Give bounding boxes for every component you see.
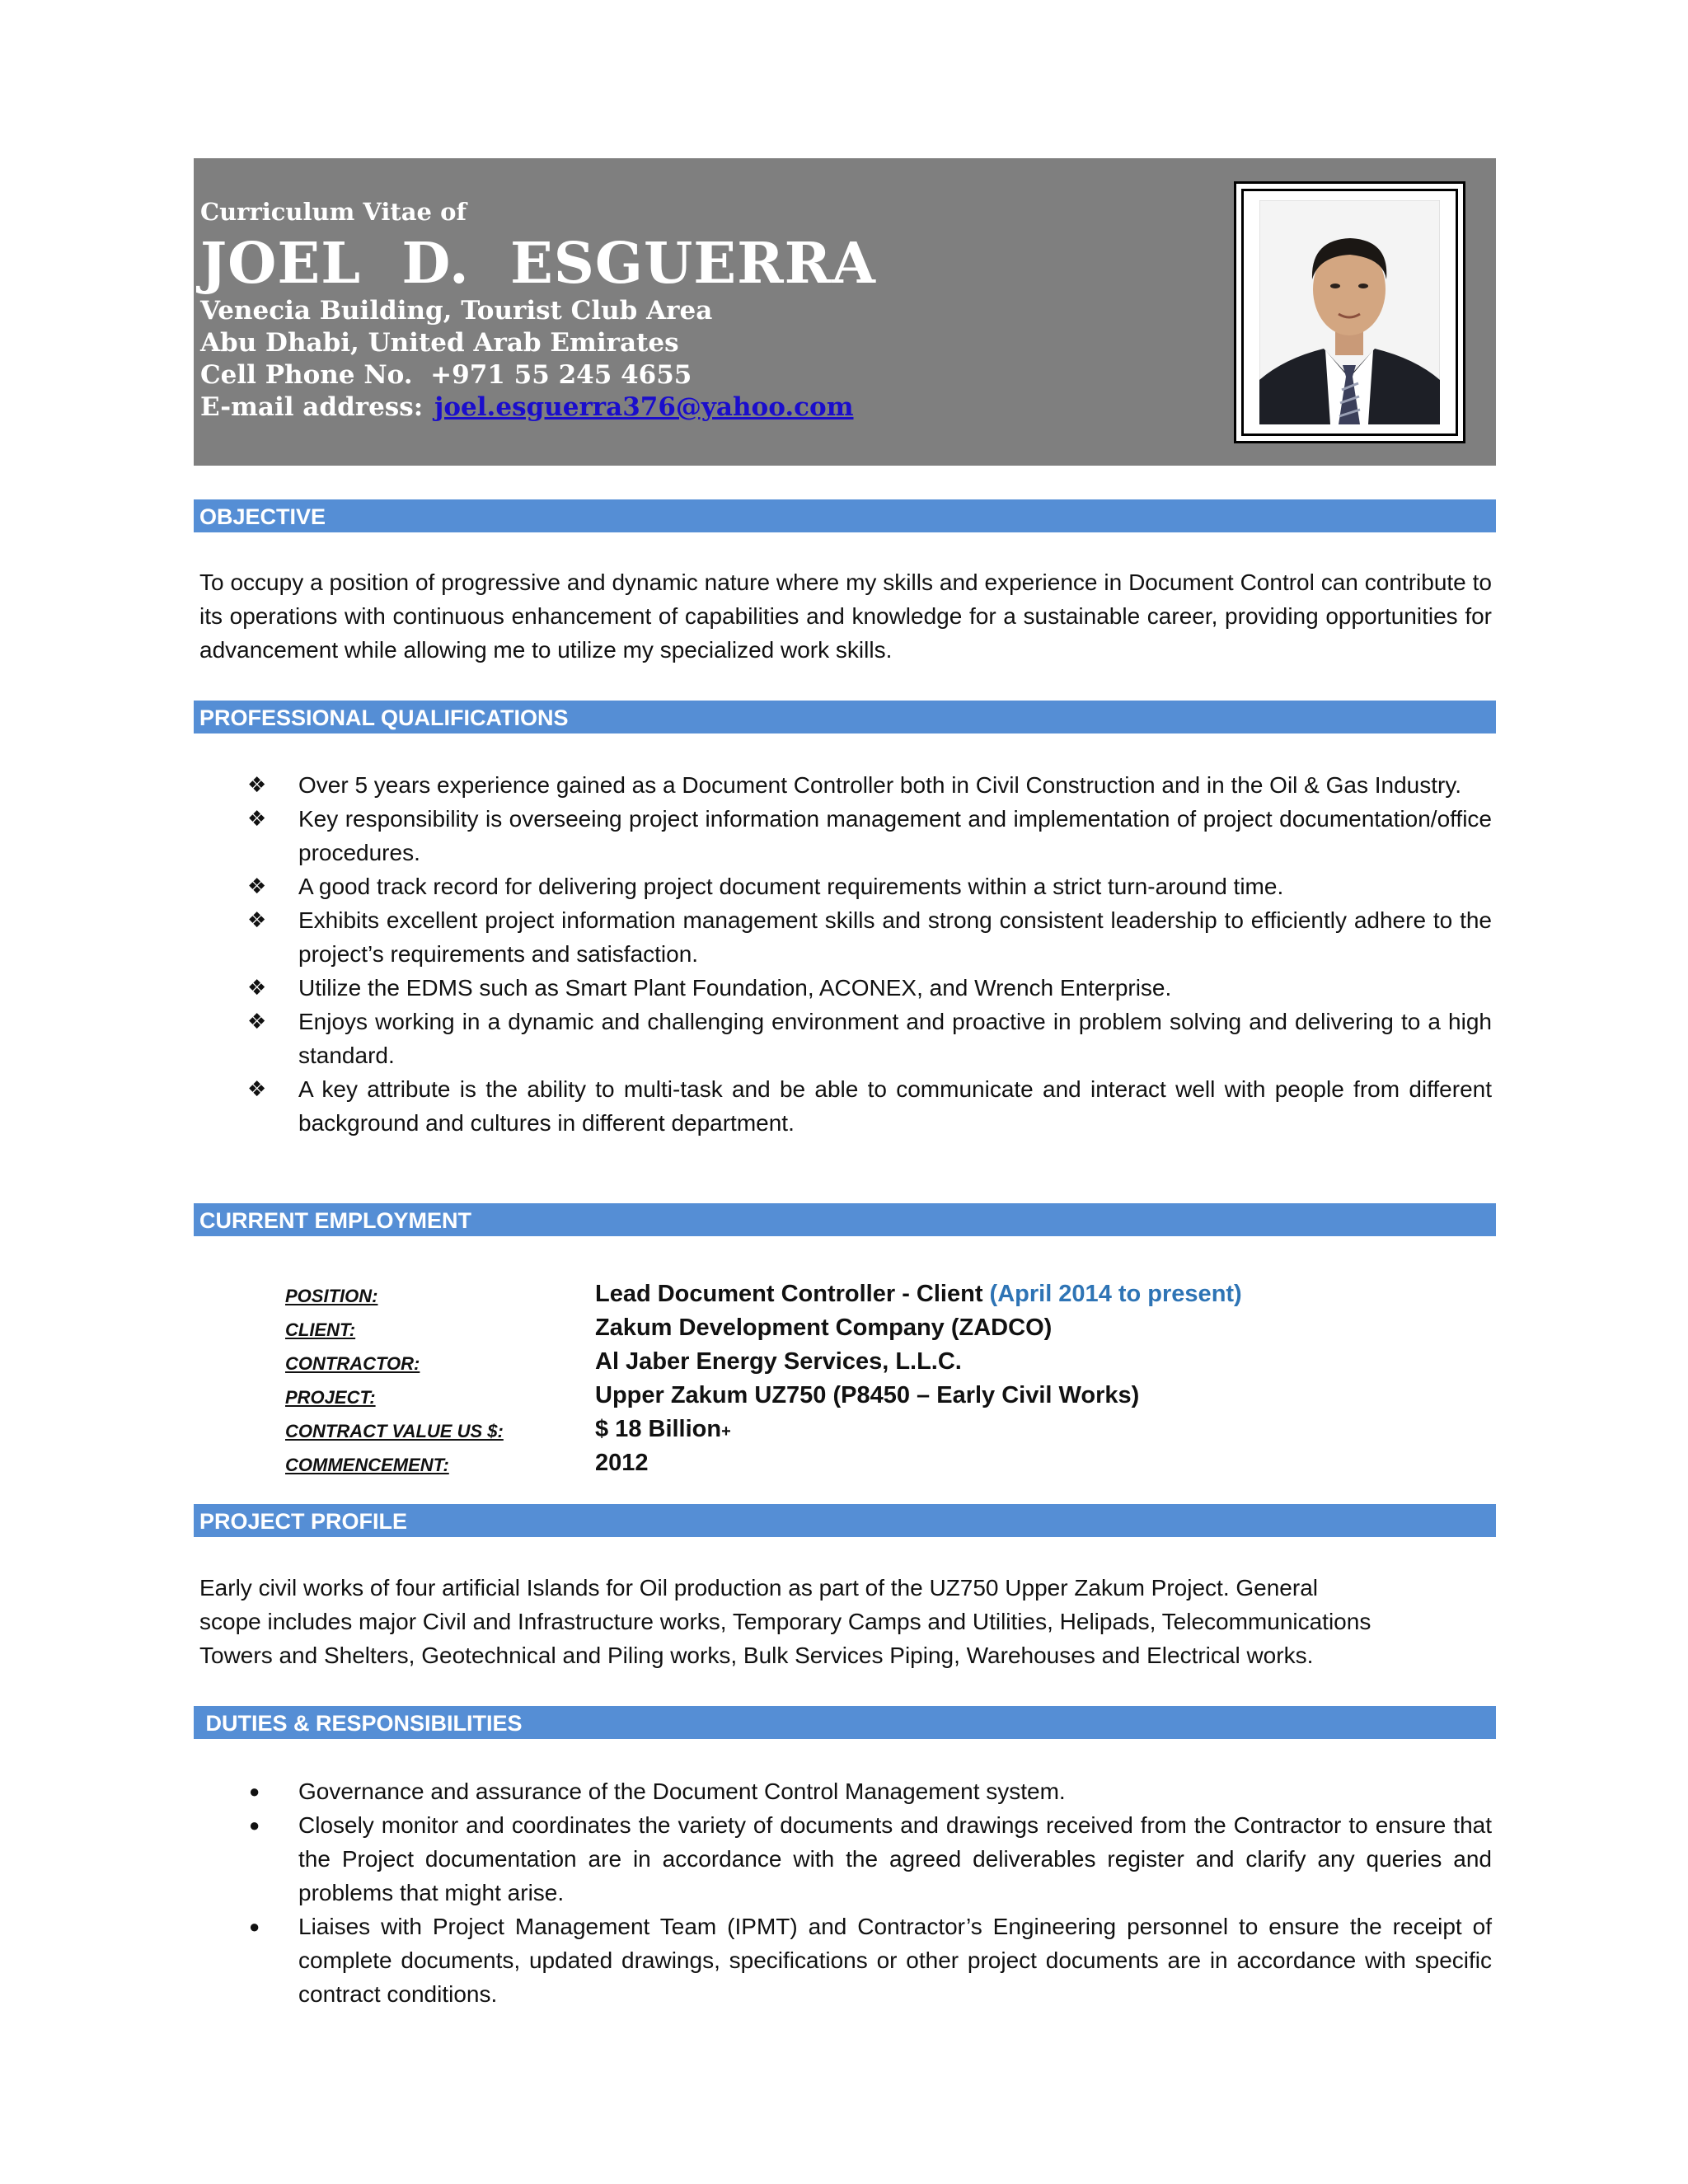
diamond-bullet-icon: ❖ [247, 1076, 267, 1101]
employment-heading: CURRENT EMPLOYMENT [194, 1203, 1496, 1236]
position-label: POSITION: [285, 1286, 378, 1306]
objective-heading: OBJECTIVE [194, 499, 1496, 532]
position-value: Lead Document Controller - Client (April 2014 to present) [595, 1281, 1242, 1307]
list-item: ❖ Enjoys working in a dynamic and challenging environment and proactive in problem solving and delivering to a high standard. [247, 1005, 1492, 1072]
contractor-value: Al Jaber Energy Services, L.L.C. [595, 1348, 962, 1375]
cv-header [194, 158, 1496, 466]
list-item: ❖ A key attribute is the ability to multi-task and be able to communicate and interact well with people from different background and cultures in different department. [247, 1072, 1492, 1140]
diamond-bullet-icon: ❖ [247, 772, 267, 797]
list-item: ● Governance and assurance of the Document Control Management system. [247, 1774, 1492, 1808]
list-item: ● Closely monitor and coordinates the variety of documents and drawings received from the Contractor to ensure that the Project documentation are in accordance with the agreed deliverables register and clarify any queries and problems that might arise. [247, 1808, 1492, 1910]
project-profile-line: scope includes major Civil and Infrastructure works, Temporary Camps and Utilities, Helipads, Telecommunications [199, 1609, 1372, 1634]
dot-bullet-icon: ● [249, 1781, 260, 1802]
profile-photo-icon [1259, 200, 1440, 424]
project-profile-heading: PROJECT PROFILE [194, 1504, 1496, 1537]
phone-line: Cell Phone No. +971 55 245 4655 [200, 360, 692, 390]
contract-value-suffix: + [721, 1422, 731, 1441]
contractor-label: CONTRACTOR: [285, 1353, 420, 1374]
project-profile-line: Early civil works of four artificial Islands for Oil production as part of the UZ750 Upper Zakum Project. General [199, 1575, 1318, 1601]
contract-value: $ 18 Billion+ [595, 1416, 731, 1442]
qualifications-heading: PROFESSIONAL QUALIFICATIONS [194, 701, 1496, 733]
email-line [200, 391, 876, 424]
candidate-name: JOEL D. ESGUERRA [200, 231, 876, 297]
diamond-bullet-icon: ❖ [247, 907, 267, 932]
diamond-bullet-icon: ❖ [247, 874, 267, 898]
project-profile-text [199, 1571, 1492, 1672]
duties-heading: DUTIES & RESPONSIBILITIES [194, 1706, 1496, 1739]
list-item: ❖ A good track record for delivering project document requirements within a strict turn-around time. [247, 869, 1492, 903]
address-line-2: Abu Dhabi, United Arab Emirates [200, 328, 679, 358]
client-label: CLIENT: [285, 1319, 356, 1340]
list-item: ❖ Key responsibility is overseeing project information management and implementation of project documentation/office procedures. [247, 802, 1492, 869]
cv-of-label: Curriculum Vitae of [200, 198, 467, 226]
list-item: ❖ Utilize the EDMS such as Smart Plant Foundation, ACONEX, and Wrench Enterprise. [247, 971, 1492, 1005]
list-item: ❖ Over 5 years experience gained as a Document Controller both in Civil Construction and in the Oil & Gas Industry. [247, 768, 1492, 802]
dot-bullet-icon: ● [249, 1916, 260, 1937]
contract-value-label: CONTRACT VALUE US $: [285, 1421, 504, 1441]
diamond-bullet-icon: ❖ [247, 806, 267, 831]
email-link[interactable]: joel.esguerra376@yahoo.com [434, 392, 854, 422]
photo-frame [1234, 181, 1465, 443]
dot-bullet-icon: ● [249, 1815, 260, 1835]
project-profile-line: Towers and Shelters, Geotechnical and Piling works, Bulk Services Piping, Warehouses and Electrical works. [199, 1643, 1314, 1668]
commencement-value: 2012 [595, 1450, 649, 1476]
commencement-label: COMMENCEMENT: [285, 1455, 449, 1475]
client-value: Zakum Development Company (ZADCO) [595, 1315, 1053, 1341]
diamond-bullet-icon: ❖ [247, 975, 267, 1000]
qualifications-list [247, 768, 1492, 1140]
project-value: Upper Zakum UZ750 (P8450 – Early Civil Works) [595, 1382, 1140, 1408]
list-item: ● Liaises with Project Management Team (IPMT) and Contractor’s Engineering personnel to ensure the receipt of complete documents, updated drawings, specifications or other project documents are in accordance with specific contract conditions. [247, 1910, 1492, 2011]
header-text [200, 198, 876, 424]
list-item: ❖ Exhibits excellent project information management skills and strong consistent leadership to efficiently adhere to the project’s requirements and satisfaction. [247, 903, 1492, 971]
position-period: (April 2014 to present) [989, 1281, 1242, 1307]
objective-text: To occupy a position of progressive and dynamic nature where my skills and experience in Document Control can contribute to its operations with continuous enhancement of capabilities and knowledge for a sustainable career, providing opportunities for advancement while allowing me to utilize my specialized work skills. [199, 569, 1492, 663]
project-label: PROJECT: [285, 1387, 376, 1408]
diamond-bullet-icon: ❖ [247, 1009, 267, 1033]
email-label: E-mail address: [200, 392, 424, 422]
address-line-1: Venecia Building, Tourist Club Area [200, 296, 713, 326]
duties-list [247, 1774, 1492, 2011]
